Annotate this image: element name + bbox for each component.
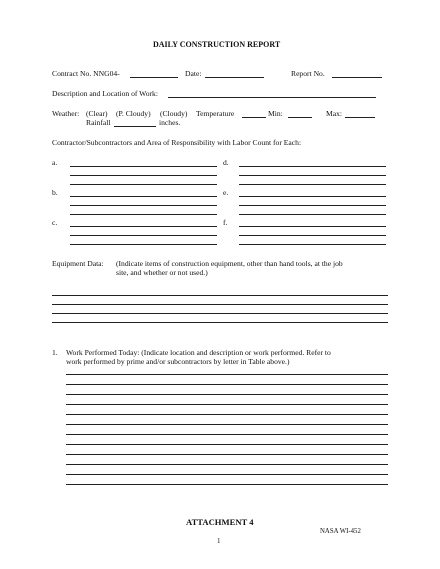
contract-number-field[interactable] [130, 77, 178, 78]
page-title: DAILY CONSTRUCTION REPORT [153, 40, 281, 49]
work-line-5[interactable] [66, 414, 388, 415]
contractor-f-line-2[interactable] [239, 235, 386, 236]
form-number: NASA WI-452 [320, 528, 361, 535]
contractor-letter-d: d. [223, 158, 229, 167]
contractor-c-line-2[interactable] [70, 235, 217, 236]
contractor-d-line-3[interactable] [239, 184, 386, 185]
contractor-e-line-3[interactable] [239, 214, 386, 215]
contractor-letter-c: c. [52, 218, 58, 227]
contractor-d-line-1[interactable] [239, 166, 386, 167]
rainfall-label: Rainfall [86, 118, 111, 127]
attachment-heading: ATTACHMENT 4 [186, 517, 254, 527]
page-number: 1 [217, 537, 221, 545]
weather-label: Weather: [52, 109, 80, 118]
contractor-letter-f: f. [223, 218, 228, 227]
date-field[interactable] [205, 77, 264, 78]
contractor-e-line-1[interactable] [239, 196, 386, 197]
contractor-b-line-1[interactable] [70, 196, 217, 197]
equipment-line-3[interactable] [52, 313, 388, 314]
equipment-label: Equipment Data: [52, 259, 104, 268]
inches-label: inches. [159, 118, 181, 127]
equipment-line-1[interactable] [52, 295, 388, 296]
work-line-2[interactable] [66, 384, 388, 385]
work-line-9[interactable] [66, 454, 388, 455]
contractors-heading: Contractor/Subcontractors and Area of Responsibility with Labor Count for Each: [52, 138, 302, 147]
work-instructions-line-2: work performed by prime and/or subcontractors by letter in Table above.) [66, 357, 290, 366]
work-line-3[interactable] [66, 394, 388, 395]
max-label: Max: [326, 109, 343, 118]
work-line-1[interactable] [66, 374, 388, 375]
contractor-d-line-2[interactable] [239, 175, 386, 176]
contractor-b-line-2[interactable] [70, 205, 217, 206]
equipment-line-2[interactable] [52, 304, 388, 305]
work-line-6[interactable] [66, 424, 388, 425]
max-temperature-field[interactable] [345, 117, 375, 118]
min-temperature-field[interactable] [288, 117, 312, 118]
equipment-line-4[interactable] [52, 322, 388, 323]
work-line-11[interactable] [66, 474, 388, 475]
description-label: Description and Location of Work: [52, 89, 158, 98]
temperature-field[interactable] [242, 117, 266, 118]
weather-pcloudy-option[interactable]: (P. Cloudy) [116, 109, 151, 118]
contractor-e-line-2[interactable] [239, 205, 386, 206]
contractor-b-line-3[interactable] [70, 214, 217, 215]
work-line-8[interactable] [66, 444, 388, 445]
weather-clear-option[interactable]: (Clear) [86, 109, 108, 118]
equipment-note-line-1: (Indicate items of construction equipment, other than hand tools, at the job [116, 259, 343, 268]
work-line-12[interactable] [66, 484, 388, 485]
contractor-a-line-1[interactable] [70, 166, 217, 167]
contractor-letter-b: b. [52, 188, 58, 197]
date-label: Date: [185, 69, 202, 78]
contractor-f-line-1[interactable] [239, 226, 386, 227]
description-field[interactable] [168, 97, 376, 98]
contractor-a-line-3[interactable] [70, 184, 217, 185]
work-instructions-line-1: Work Performed Today: (Indicate location and description or work performed. Refer to [66, 348, 331, 357]
report-number-label: Report No. [291, 69, 325, 78]
work-line-7[interactable] [66, 434, 388, 435]
work-line-4[interactable] [66, 404, 388, 405]
work-line-10[interactable] [66, 464, 388, 465]
weather-cloudy-option[interactable]: (Cloudy) [160, 109, 188, 118]
min-label: Min: [268, 109, 283, 118]
contract-label: Contract No. NNG04- [52, 69, 120, 78]
work-item-number: 1. [52, 348, 58, 357]
rainfall-field[interactable] [114, 126, 156, 127]
contractor-a-line-2[interactable] [70, 175, 217, 176]
contractor-letter-a: a. [52, 158, 58, 167]
contractor-f-line-3[interactable] [239, 244, 386, 245]
equipment-note-line-2: site, and whether or not used.) [116, 268, 208, 277]
contractor-letter-e: e. [223, 188, 229, 197]
report-number-field[interactable] [332, 77, 382, 78]
contractor-c-line-3[interactable] [70, 244, 217, 245]
contractor-c-line-1[interactable] [70, 226, 217, 227]
temperature-label: Temperature [196, 109, 235, 118]
